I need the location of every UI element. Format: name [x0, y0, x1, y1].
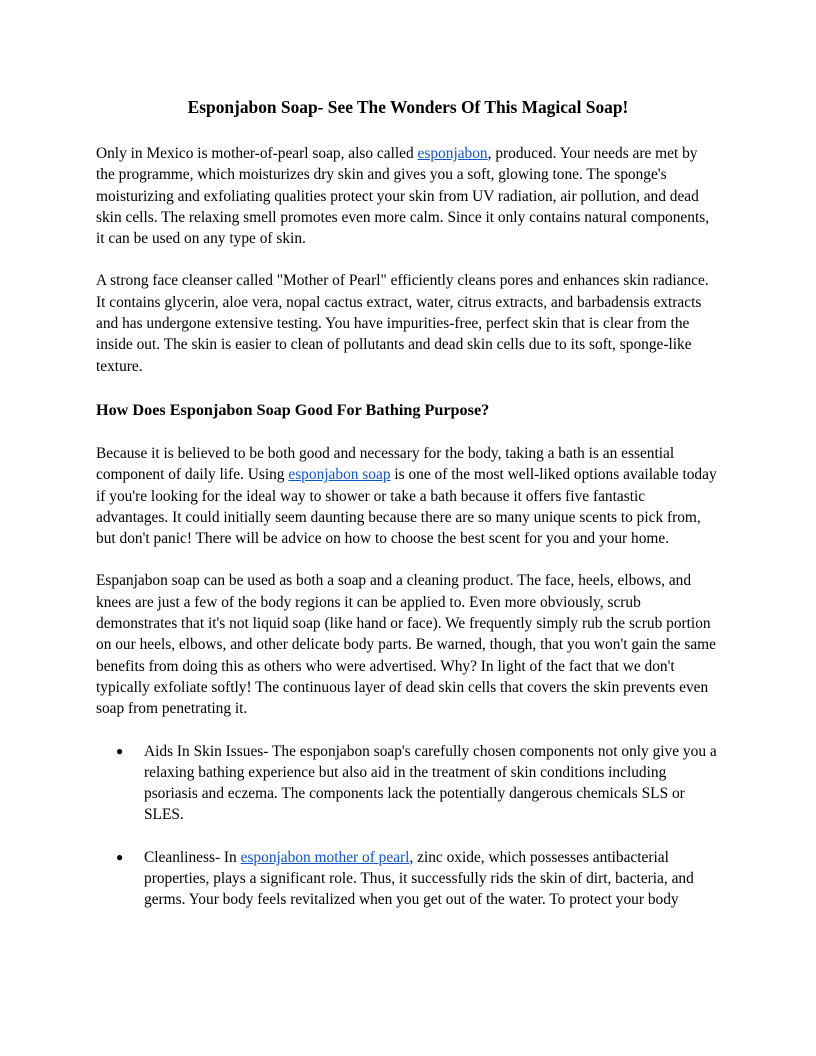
bullet-text-before: Cleanliness- In	[144, 848, 241, 866]
bullet-icon: ●	[116, 743, 124, 758]
benefits-list	[96, 741, 720, 911]
document-title: Esponjabon Soap- See The Wonders Of This Magical Soap!	[187, 97, 629, 117]
bathing-text-before: Because it is believed to be both good and necessary for the body, taking a bath is an essential component of daily life. Using	[96, 444, 675, 484]
esponjabon-link[interactable]: esponjabon	[417, 145, 488, 162]
bathing-paragraph	[96, 443, 720, 549]
cleanser-paragraph: A strong face cleanser called "Mother of Pearl" efficiently cleans pores and enhances skin radiance. It contains glycerin, aloe vera, nopal cactus extract, water, citrus extracts, and barbadensis extracts and has undergone extensive testing. You have impurities-free, perfect skin that is clear from the inside out. The skin is easier to clean of pollutants and dead skin cells due to its soft, sponge-like texture.	[96, 272, 709, 375]
intro-text-before: Only in Mexico is mother-of-pearl soap, also called	[96, 145, 418, 162]
scrub-paragraph: Espanjabon soap can be used as both a soap and a cleaning product. The face, heels, elbows, and knees are just a few of the body regions it can be applied to. Even more obviously, scrub demonstrates that it's not liquid soap (like hand or face). We frequently simply rub the scrub portion on our heels, elbows, and other delicate body parts. Be warned, though, that you won't gain the same benefits from doing this as others who were advertised. Why? In light of the fact that we don't typically exfoliate softly! The continuous layer of dead skin cells that covers the skin prevents even soap from penetrating it.	[96, 572, 716, 718]
section-heading: How Does Esponjabon Soap Good For Bathing Purpose?	[96, 400, 490, 419]
bullet-text-after: , zinc oxide, which possesses antibacterial properties, plays a significant role. Thus, it successfully rids the skin of dirt, bacteria, and germs. Your body feels revitalized when you get out of the water. To protect your body	[144, 848, 694, 909]
document-page	[96, 86, 720, 932]
list-item	[96, 741, 720, 826]
bathing-text-after: is one of the most well-liked options available today if you're looking for the ideal way to shower or take a bath because it offers five fantastic advantages. It could initially seem daunting because there are so many unique scents to pick from, but don't panic! There will be advice on how to choose the best scent for you and your home.	[96, 466, 717, 548]
esponjabon-mother-of-pearl-link[interactable]: esponjabon mother of pearl	[240, 848, 410, 866]
intro-paragraph	[96, 143, 720, 249]
esponjabon-soap-link[interactable]: esponjabon soap	[288, 466, 391, 484]
bullet-text: Aids In Skin Issues- The esponjabon soap's carefully chosen components not only give you a relaxing bathing experience but also aid in the treatment of skin conditions including psoriasis and eczema. The components lack the potentially dangerous chemicals SLS or SLES.	[144, 742, 717, 824]
bullet-icon: ●	[116, 849, 124, 864]
list-item	[96, 847, 720, 911]
intro-text-after: , produced. Your needs are met by the programme, which moisturizes dry skin and gives you a soft, glowing tone. The sponge's moisturizing and exfoliating qualities protect your skin from UV radiation, air pollution, and dead skin cells. The relaxing smell promotes even more calm. Since it only contains natural components, it can be used on any type of skin.	[96, 145, 710, 248]
